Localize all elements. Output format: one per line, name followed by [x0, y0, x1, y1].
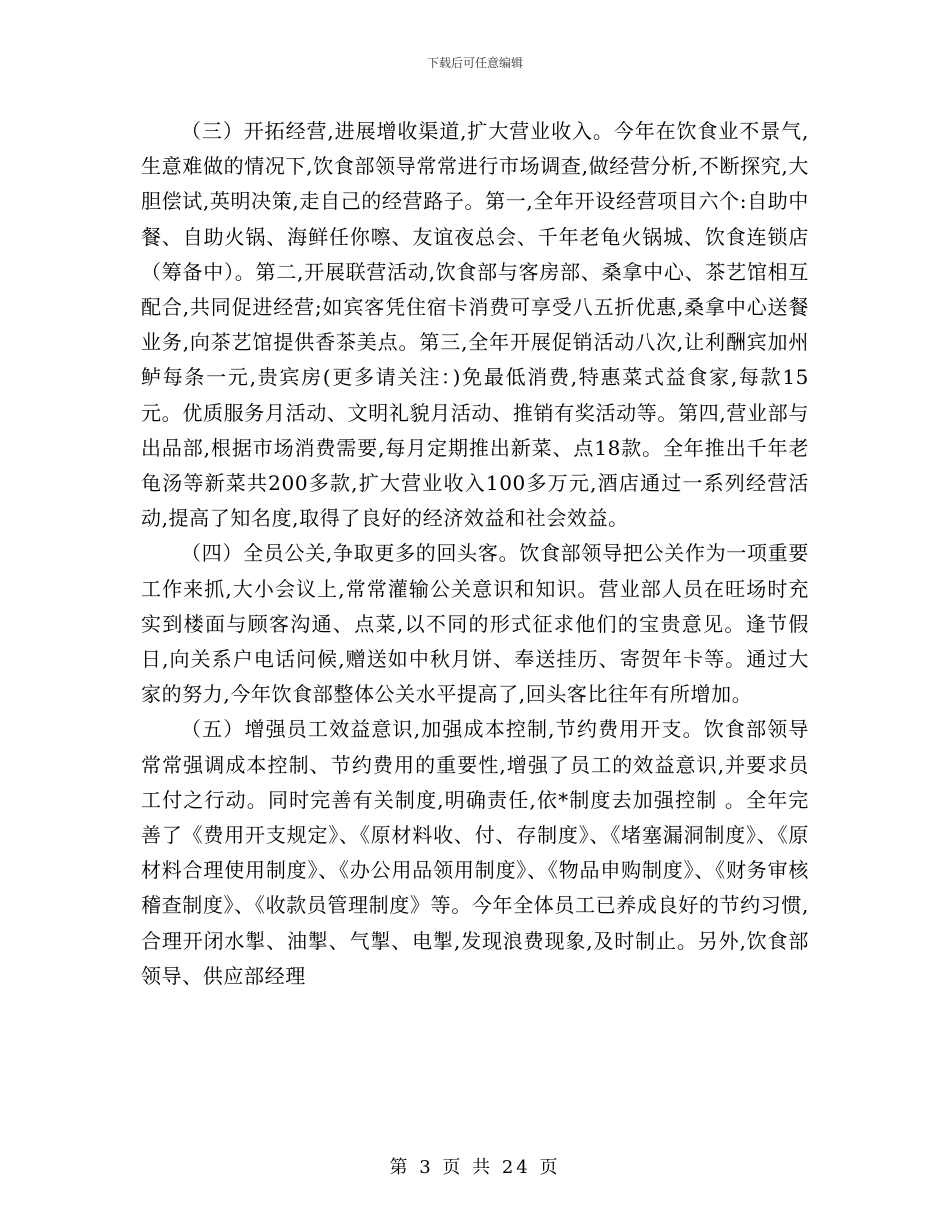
- paragraph-5: （五）增强员工效益意识,加强成本控制,节约费用开支。饮食部领导常常强调成本控制、节约费用的重要性,增强了员工的效益意识,并要求员工付之行动。同时完善有关制度,明确责任,依*制度去加强控制 。全年完善了《费用开支规定》、《原材料收、付、存制度》、《堵塞漏洞制度》、《原材料合理使用制度》、《办公用品领用制度》、《物品申购制度》、《财务审核稽查制度》、《收款员管理制度》等。今年全体员工已养成良好的节约习惯,合理开闭水掣、油掣、气掣、电掣,发现浪费现象,及时制止。另外,饮食部领导、供应部经理: [141, 717, 809, 988]
- document-body: [141, 114, 809, 994]
- paragraph-3: （三）开拓经营,进展增收渠道,扩大营业收入。今年在饮食业不景气,生意难做的情况下,饮食部领导常常进行市场调查,做经营分析,不断探究,大胆偿试,英明决策,走自己的经营路子。第一,全年开设经营项目六个:自助中餐、自助火锅、海鲜任你嚓、友谊夜总会、千年老龟火锅城、饮食连锁店（筹备中）。第二,开展联营活动,饮食部与客房部、桑拿中心、茶艺馆相互配合,共同促进经营;如宾客凭住宿卡消费可享受八五折优惠,桑拿中心送餐业务,向茶艺馆提供香茶美点。第三,全年开展促销活动八次,让利酬宾加州鲈每条一元,贵宾房(更多请关注：)免最低消费,特惠菜式益食家,每款15元。优质服务月活动、文明礼貌月活动、推销有奖活动等。第四,营业部与出品部,根据市场消费需要,每月定期推出新菜、点18款。全年推出千年老龟汤等新菜共200多款,扩大营业收入100多万元,酒店通过一系列经营活动,提高了知名度,取得了良好的经济效益和社会效益。: [141, 119, 809, 531]
- paragraph-4: （四）全员公关,争取更多的回头客。饮食部领导把公关作为一项重要工作来抓,大小会议上,常常灌输公关意识和知识。营业部人员在旺场时充实到楼面与顾客沟通、点菜,以不同的形式征求他们的宝贵意见。逢节假日,向关系户电话问候,赠送如中秋月饼、奉送挂历、寄贺年卡等。通过大家的努力,今年饮食部整体公关水平提高了,回头客比往年有所增加。: [141, 541, 809, 707]
- page-number-footer: 第 3 页 共 24 页: [389, 1157, 561, 1178]
- page-header-note: 下载后可任意编辑: [426, 56, 523, 70]
